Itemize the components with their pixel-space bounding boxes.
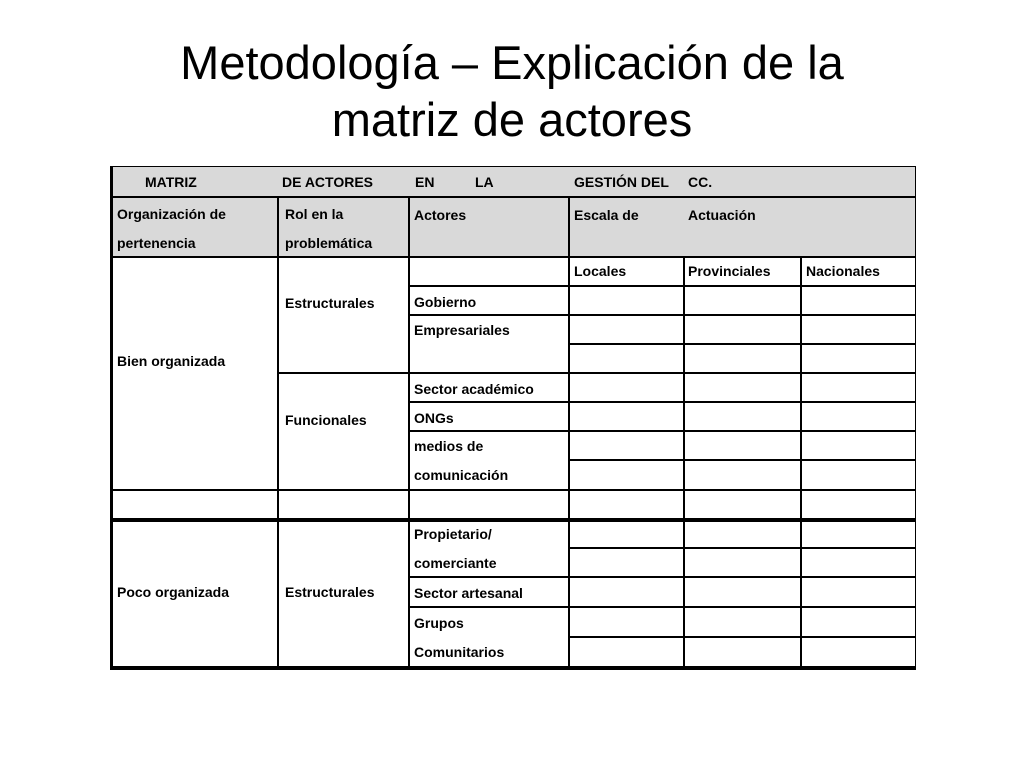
header-actuacion: Actuación: [688, 207, 756, 223]
table-left-rule: [110, 166, 113, 670]
actor-cell-gobierno: Gobierno: [409, 286, 569, 315]
banner-word-cc: CC.: [688, 174, 713, 190]
scale-cell: [801, 344, 916, 373]
scale-cell: [801, 490, 916, 519]
actor-cell-ongs: ONGs: [409, 402, 569, 431]
scale-cell: [801, 607, 916, 637]
banner-word-en: EN: [415, 174, 435, 190]
scale-cell: [684, 402, 801, 431]
actor-cell-medios-de-comunicacion: medios de comunicación: [409, 431, 569, 490]
header-actores: Actores: [409, 197, 569, 257]
role-cell-empty: [278, 490, 409, 519]
scale-cell: [569, 373, 684, 402]
header-locales: Locales: [569, 257, 684, 286]
scale-cell: [684, 373, 801, 402]
scale-cell: [569, 402, 684, 431]
scale-cell: [801, 519, 916, 548]
header-escala-de-actuacion: [569, 197, 916, 257]
banner-word-gestion-del: GESTIÓN DEL: [574, 174, 669, 190]
scale-cell: [569, 344, 684, 373]
actor-cell-blank-top: [409, 257, 569, 286]
scale-cell: [569, 431, 684, 460]
scale-cell: [569, 460, 684, 490]
header-nacionales: Nacionales: [801, 257, 916, 286]
header-organizacion-de-pertenencia: Organización de pertenencia: [110, 197, 278, 257]
scale-cell: [569, 548, 684, 577]
header-provinciales: Provinciales: [684, 257, 801, 286]
actor-cell-sector-academico: Sector académico: [409, 373, 569, 402]
scale-cell: [684, 637, 801, 667]
scale-cell: [684, 519, 801, 548]
scale-cell: [569, 315, 684, 344]
scale-cell: [801, 402, 916, 431]
banner-row: [110, 166, 916, 197]
slide-title-line-2: matriz de actores: [331, 93, 693, 146]
org-cell-poco-organizada: Poco organizada: [110, 519, 278, 667]
scale-cell: [684, 431, 801, 460]
banner-word-de-actores: DE ACTORES: [282, 174, 374, 190]
role-cell-estructurales-bien: Estructurales: [278, 257, 409, 373]
header-rol-en-la-problematica: Rol en la problemática: [278, 197, 409, 257]
actor-cell-propietario-comerciante: Propietario/ comerciante: [409, 519, 569, 577]
scale-cell: [801, 373, 916, 402]
scale-cell: [569, 286, 684, 315]
scale-cell: [801, 431, 916, 460]
scale-cell: [801, 286, 916, 315]
scale-cell: [684, 286, 801, 315]
actor-cell-empresariales: Empresariales: [409, 315, 569, 373]
scale-cell: [684, 315, 801, 344]
scale-cell: [569, 490, 684, 519]
actor-cell-empty: [409, 490, 569, 519]
scale-cell: [801, 637, 916, 667]
scale-cell: [569, 637, 684, 667]
role-cell-estructurales-poco: Estructurales: [278, 519, 409, 667]
banner-word-la: LA: [475, 174, 494, 190]
scale-cell: [569, 607, 684, 637]
scale-cell: [569, 519, 684, 548]
banner-word-matriz: MATRIZ: [145, 174, 197, 190]
table-bottom-rule: [110, 667, 916, 670]
scale-cell: [684, 344, 801, 373]
scale-cell: [684, 548, 801, 577]
header-escala-de: Escala de: [574, 207, 639, 223]
scale-cell: [801, 577, 916, 607]
role-cell-funcionales: Funcionales: [278, 373, 409, 490]
scale-cell: [684, 490, 801, 519]
slide-title: [0, 34, 1024, 148]
org-cell-empty: [110, 490, 278, 519]
scale-cell: [684, 460, 801, 490]
scale-cell: [684, 577, 801, 607]
actor-cell-grupos-comunitarios: Grupos Comunitarios: [409, 607, 569, 667]
group-separator-rule: [110, 519, 916, 522]
actor-cell-sector-artesanal: Sector artesanal: [409, 577, 569, 607]
actor-matrix-table: [110, 166, 916, 670]
scale-cell: [801, 315, 916, 344]
scale-cell: [801, 460, 916, 490]
scale-cell: [801, 548, 916, 577]
scale-cell: [684, 607, 801, 637]
scale-cell: [569, 577, 684, 607]
slide-title-line-1: Metodología – Explicación de la: [180, 36, 844, 89]
org-cell-bien-organizada: Bien organizada: [110, 257, 278, 490]
